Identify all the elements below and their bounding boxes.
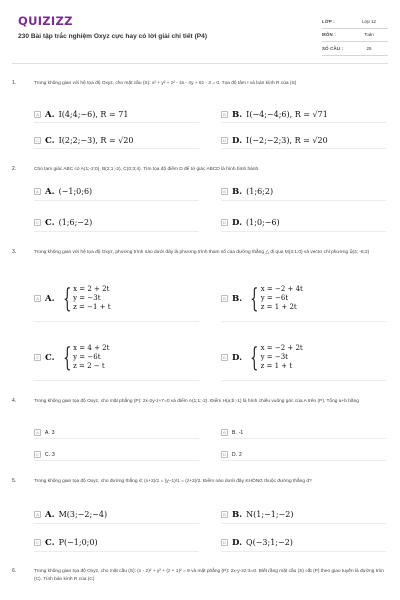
option-badge: C: [34, 137, 41, 144]
option-badge: C: [34, 219, 41, 226]
option-badge: A: [34, 429, 41, 436]
equation-system: [246, 344, 303, 371]
equation-system: [59, 285, 111, 312]
option-value: I(2;2;−3), R = √20: [58, 136, 134, 145]
option-badge: C: [34, 354, 41, 361]
question-text: Trong không gian tọa độ Oxyz, cho đường thẳng d: (x+2)/1 = (y−1)/1 = (z+2)/2. Điểm nào dưới đây KHÔNG thuộc đường thẳng d?: [34, 479, 312, 484]
option-badge: D: [221, 539, 228, 546]
meta-key: MÔN :: [322, 32, 336, 38]
question-text: Trong không gian với hệ tọa độ Oxyz, phương trình nào dưới đây là phương trình tham số của đường thẳng △ đi qua M(2;1;0) và vectơ chỉ phương u⃗(4; -6;2): [34, 250, 370, 255]
option-badge: C: [34, 451, 41, 458]
option-value: M(3;−2;−4): [58, 510, 108, 519]
option-value: I(4;4;−6), R = 71: [58, 110, 129, 119]
option-b[interactable]: [221, 427, 386, 439]
question-5: [12, 478, 388, 558]
question-3: [12, 249, 388, 389]
option-value: 3: [51, 429, 55, 436]
option-letter: A.: [45, 429, 50, 436]
meta-row-count: [322, 42, 388, 56]
option-letter: A.: [45, 186, 55, 197]
option-d[interactable]: [221, 335, 386, 381]
option-b[interactable]: [221, 183, 386, 201]
option-letter: B.: [232, 509, 243, 520]
option-letter: B.: [232, 109, 243, 120]
meta-key: LỚP :: [322, 18, 335, 24]
equation-line: y = −3t: [260, 353, 288, 361]
option-letter: B.: [232, 186, 243, 197]
option-value: P(−1;0;0): [58, 538, 98, 547]
option-letter: C.: [45, 537, 55, 548]
question-number: 5.: [12, 478, 17, 484]
option-badge: C: [34, 539, 41, 546]
question-number: 6.: [12, 568, 17, 574]
option-value: I(−4;−4;6), R = √71: [246, 110, 328, 119]
question-text: Trong không gian tọa độ Oxyz, cho mặt cầu (S): (x - 2)² + y² + (z + 1)² = 9 và mặt phẳng (P): 2x-y-2z-3=0. Biết rằng mặt cầu (S) cắt (P) theo giao tuyến là đường tròn (C). Tính bán kính R của (C): [34, 569, 384, 582]
equation-system: [59, 344, 110, 371]
equation-line: y = −3t: [73, 294, 101, 302]
option-c[interactable]: [34, 449, 199, 461]
option-a[interactable]: [34, 183, 199, 201]
equation-line: x = −2 + 2t: [260, 344, 303, 352]
option-badge: A: [34, 188, 41, 195]
equation-line: x = 2 + 2t: [73, 285, 110, 293]
option-letter: C.: [45, 451, 50, 458]
option-badge: B: [221, 295, 228, 302]
option-badge: B: [221, 111, 228, 118]
option-value: -1: [238, 429, 244, 436]
question-text: Cho tam giác ABC có A(1;-2;0), B(2;1;-2), C(0;3;4). Tìm tọa độ điểm D để tứ giác ABCD là hình bình hành.: [34, 167, 260, 172]
option-value: (1;6;−2): [58, 218, 93, 227]
question-number: 3.: [12, 249, 17, 255]
option-badge: B: [221, 429, 228, 436]
option-a[interactable]: [34, 276, 199, 322]
option-letter: A.: [45, 293, 55, 304]
option-d[interactable]: [221, 449, 386, 461]
option-value: N(1;−1;−2): [246, 510, 294, 519]
option-d[interactable]: [221, 133, 386, 149]
question-1: [12, 80, 388, 155]
brace-glyph: {: [250, 283, 259, 314]
option-b[interactable]: [221, 506, 386, 524]
option-letter: D.: [232, 352, 243, 363]
option-badge: D: [221, 354, 228, 361]
option-badge: D: [221, 451, 228, 458]
document-title: 230 Bài tập trắc nghiệm Oxyz cực hay có lời giải chi tiết (P4): [18, 33, 208, 40]
option-letter: B.: [232, 429, 237, 436]
option-letter: B.: [232, 293, 243, 304]
equation-line: z = 1 + 2t: [260, 303, 297, 311]
equation-line: z = 2 − t: [73, 362, 105, 370]
question-text: Trong không gian tọa độ Oxyz, cho mặt phẳng (P): 2x-2y-z+7=0 và điểm A(1;1;-2). Điểm H(a;b;-1) là hình chiếu vuông góc của A trên (P). Tổng a+b bằng: [34, 399, 359, 404]
question-2: [12, 166, 388, 238]
option-letter: D.: [232, 135, 243, 146]
option-value: I(−2;−2;3), R = √20: [246, 136, 328, 145]
option-letter: C.: [45, 135, 55, 146]
meta-row-subject: [322, 29, 388, 43]
equation-line: z = −1 + t: [73, 303, 111, 311]
option-a[interactable]: [34, 107, 199, 123]
option-letter: D.: [232, 451, 237, 458]
option-value: (−1;0;6): [58, 187, 93, 196]
option-letter: A.: [45, 109, 55, 120]
option-c[interactable]: [34, 335, 199, 381]
equation-line: y = −6t: [260, 294, 289, 302]
equation-line: y = −6t: [73, 353, 101, 361]
option-letter: D.: [232, 537, 243, 548]
meta-value: Lớp 12: [362, 18, 376, 24]
option-c[interactable]: [34, 534, 199, 552]
option-badge: A: [34, 511, 41, 518]
option-d[interactable]: [221, 534, 386, 552]
option-b[interactable]: [221, 107, 386, 123]
brace-glyph: {: [250, 342, 259, 373]
option-badge: B: [221, 188, 228, 195]
option-c[interactable]: [34, 214, 199, 232]
option-badge: A: [34, 295, 41, 302]
option-badge: B: [221, 511, 228, 518]
option-badge: A: [34, 111, 41, 118]
meta-value: Toán: [364, 32, 374, 38]
question-number: 2.: [12, 166, 17, 172]
option-letter: C.: [45, 352, 55, 363]
header-divider: [12, 63, 388, 64]
option-badge: D: [221, 219, 228, 226]
option-d[interactable]: [221, 214, 386, 232]
meta-value: 25: [366, 45, 372, 51]
option-value: (1;0;−6): [246, 218, 280, 227]
equation-line: x = 4 + 2t: [73, 344, 110, 352]
meta-key: SỐ CÂU :: [322, 45, 344, 51]
option-a[interactable]: [34, 427, 199, 439]
brace-glyph: {: [62, 342, 71, 373]
option-value: 3: [52, 451, 55, 458]
brace-glyph: {: [62, 283, 71, 314]
option-value: (1;6;2): [246, 187, 274, 196]
option-b[interactable]: [221, 276, 386, 322]
option-letter: D.: [232, 217, 243, 228]
option-badge: D: [221, 137, 228, 144]
question-number: 1.: [12, 80, 17, 86]
option-letter: C.: [45, 217, 55, 228]
quizizz-logo: QUIZIZZ: [18, 14, 73, 28]
question-text: Trong không gian với hệ tọa độ Oxyz, cho mặt cầu (S): x² + y² + z² - 4x - 4y + 6z - 3 = 0. Tọa độ tâm I và bán kính R của (S): [34, 81, 297, 86]
question-number: 4.: [12, 398, 17, 404]
question-6: [12, 568, 388, 596]
option-value: Q(−3;1;−2): [246, 538, 293, 547]
question-4: [12, 398, 388, 466]
equation-line: x = −2 + 4t: [260, 285, 303, 293]
meta-table: [322, 15, 388, 56]
option-value: 2: [239, 451, 242, 458]
meta-row-class: [322, 15, 388, 29]
option-a[interactable]: [34, 506, 199, 524]
equation-system: [246, 285, 303, 312]
option-c[interactable]: [34, 133, 199, 149]
equation-line: z = 1 + t: [260, 362, 293, 370]
option-letter: A.: [45, 509, 55, 520]
